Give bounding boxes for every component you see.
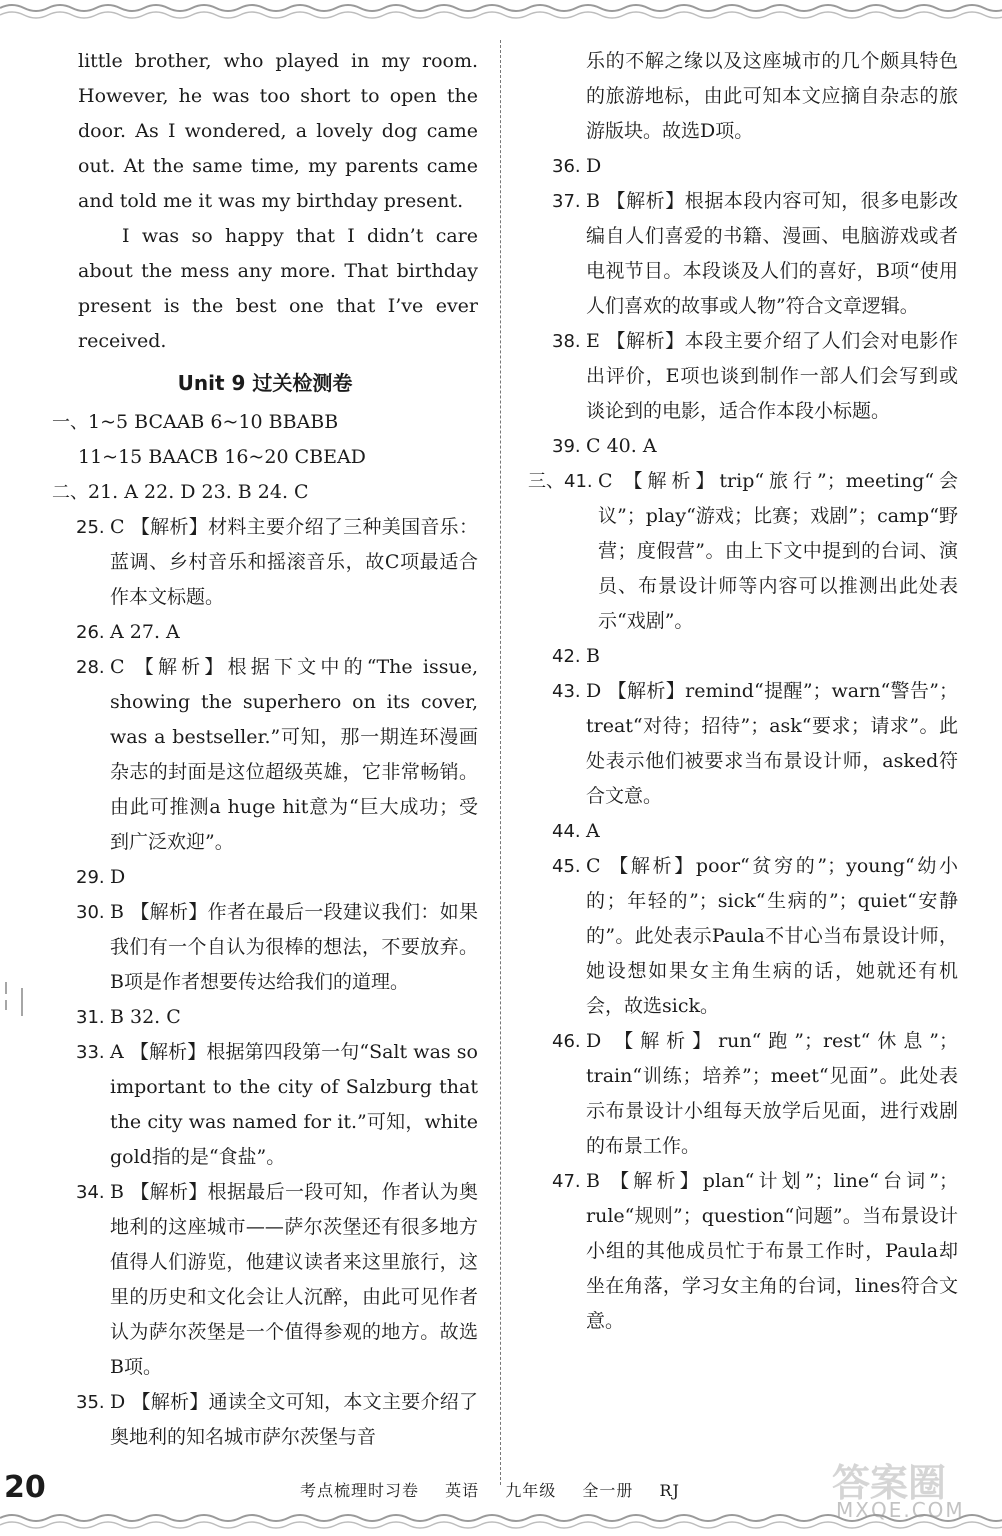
item-number xyxy=(528,464,593,499)
item-number: 42. xyxy=(552,646,581,667)
answer-item xyxy=(52,1000,478,1035)
footer-info xyxy=(300,1478,700,1501)
section-1-answers-b: 11~15 BAACB 16~20 CBEAD xyxy=(78,446,366,468)
item-text: D 【解析】通读全文可知，本文主要介绍了奥地利的知名城市萨尔茨堡与音 xyxy=(110,1391,478,1448)
item-text: B xyxy=(586,645,600,667)
item-number: 30. xyxy=(76,902,105,923)
section-1-lead: 一、 xyxy=(52,412,88,433)
item-number: 35. xyxy=(76,1392,105,1413)
story-paragraph-1: little brother, who played in my room. However, he was too short to open the door. As I wondered, a lovely dog came out. At the same time, my parents came and told me it was my birthday present. xyxy=(78,50,478,212)
answer-item xyxy=(52,895,478,1000)
item-number: 28. xyxy=(76,657,105,678)
item-number: 33. xyxy=(76,1042,105,1063)
footer-subject: 英语 xyxy=(445,1481,480,1500)
section-1-line-1 xyxy=(52,405,478,440)
section-2-answers-a: 21. A 22. D 23. B 24. C xyxy=(88,481,309,503)
item-number: 47. xyxy=(552,1171,581,1192)
page-number: 20 xyxy=(4,1470,46,1505)
item-number: 43. xyxy=(552,681,581,702)
item-number: 45. xyxy=(552,856,581,877)
section-2-line-1 xyxy=(52,475,478,510)
section-3-lead: 三、 xyxy=(528,471,564,492)
item-text: C 【解析】根据下文中的“The issue, showing the superhero on its cover, was a bestseller.”可知，那一期连环漫画杂志的封面是这位超级英雄，它非常畅销。由此可推测a huge hit意为“巨大成功；受到广泛欢迎”。 xyxy=(110,656,478,853)
section-2-lead: 二、 xyxy=(52,482,88,503)
answer-item xyxy=(528,639,958,674)
section-3-answer-list xyxy=(528,464,958,1339)
answer-item xyxy=(528,464,958,639)
answer-item xyxy=(528,1024,958,1164)
item-number: 46. xyxy=(552,1031,581,1052)
continued-text xyxy=(528,44,958,149)
item-number-value: 41. xyxy=(564,471,593,492)
item-text: C 【解析】poor“贫穷的”；young“幼小的；年轻的”；sick“生病的”；quiet“安静的”。此处表示Paula不甘心当布景设计师，她设想如果女主角生病的话，她就还有机会，故选sick。 xyxy=(586,855,958,1017)
item-text: C 40. A xyxy=(586,435,657,457)
watermark-url-text: MXQE.COM xyxy=(836,1498,965,1522)
item-text: B 【解析】作者在最后一段建议我们：如果我们有一个自认为很棒的想法，不要放弃。B项是作者想要传达给我们的道理。 xyxy=(110,901,478,993)
item-text: E 【解析】本段主要介绍了人们会对电影作出评价，E项也谈到制作一部人们会写到或谈论到的电影，适合作本段小标题。 xyxy=(586,330,958,422)
item-number: 31. xyxy=(76,1007,105,1028)
answer-item xyxy=(528,429,958,464)
item-number: 34. xyxy=(76,1182,105,1203)
item-number: 26. xyxy=(76,622,105,643)
item-text: D xyxy=(586,155,602,177)
item-text: B 【解析】根据最后一段可知，作者认为奥地利的这座城市——萨尔茨堡还有很多地方值得人们游览，他建议读者来这里旅行，这里的历史和文化会让人沉醉，由此可见作者认为萨尔茨堡是一个值得参观的地方。故选B项。 xyxy=(110,1181,478,1378)
column-divider xyxy=(500,40,501,1485)
answer-item xyxy=(528,149,958,184)
answer-item xyxy=(52,650,478,860)
answer-item xyxy=(52,860,478,895)
item-text: C 【解析】trip“旅行”；meeting“会议”；play“游戏；比赛；戏剧”；camp“野营；度假营”。由上下文中提到的台词、演员、布景设计师等内容可以推测出此处表示“戏剧”。 xyxy=(598,470,958,632)
answer-item xyxy=(528,814,958,849)
item-number: 39. xyxy=(552,436,581,457)
left-answer-list xyxy=(52,510,478,1455)
answer-item xyxy=(52,1385,478,1455)
item-number: 25. xyxy=(76,517,105,538)
answer-item xyxy=(528,674,958,814)
top-wave-border xyxy=(0,0,1002,22)
item-text: B 32. C xyxy=(110,1006,181,1028)
item-number: 44. xyxy=(552,821,581,842)
answer-item xyxy=(52,1175,478,1385)
story-paragraph-2: I was so happy that I didn’t care about the mess any more. That birthday present is the best one that I’ve ever received. xyxy=(78,225,478,352)
item-number: 36. xyxy=(552,156,581,177)
answer-item xyxy=(52,1035,478,1175)
item-number: 29. xyxy=(76,867,105,888)
answer-item xyxy=(528,849,958,1024)
unit-title: Unit 9 过关检测卷 xyxy=(177,371,353,395)
watermark-big-text: 答案圈 xyxy=(832,1461,947,1505)
item-text: D 【解析】run“跑”；rest“休息”；train“训练；培养”；meet“见面”。此处表示布景设计小组每天放学后见面，进行戏剧的布景工作。 xyxy=(586,1030,958,1157)
right-answer-list xyxy=(528,149,958,464)
bottom-wave-border xyxy=(0,1510,1002,1532)
item-text: A 27. A xyxy=(110,621,180,643)
answer-item xyxy=(528,184,958,324)
binding-mark xyxy=(0,980,30,1020)
item-text: A xyxy=(586,820,600,842)
answer-item xyxy=(52,510,478,615)
answer-item xyxy=(52,615,478,650)
left-column xyxy=(52,44,478,1455)
continued-text-body: 乐的不解之缘以及这座城市的几个颇具特色的旅游地标，由此可知本文应摘自杂志的旅游版块。故选D项。 xyxy=(586,50,958,142)
item-text: B 【解析】根据本段内容可知，很多电影改编自人们喜爱的书籍、漫画、电脑游戏或者电视节目。本段谈及人们的喜好，B项“使用人们喜欢的故事或人物”符合文章逻辑。 xyxy=(586,190,958,317)
answer-item xyxy=(528,1164,958,1339)
item-text: C 【解析】材料主要介绍了三种美国音乐：蓝调、乡村音乐和摇滚音乐，故C项最适合作本文标题。 xyxy=(110,516,478,608)
footer-grade: 九年级 xyxy=(505,1481,557,1500)
right-column xyxy=(528,44,958,1339)
item-text: D xyxy=(110,866,126,888)
item-number: 37. xyxy=(552,191,581,212)
item-text: A 【解析】根据第四段第一句“Salt was so important to the city of Salzburg that the city was named for it.”可知，white gold指的是“食盐”。 xyxy=(110,1041,478,1168)
footer-volume: 全一册 xyxy=(582,1481,634,1500)
footer-edition: RJ xyxy=(659,1481,680,1500)
item-number: 38. xyxy=(552,331,581,352)
item-text: D 【解析】remind“提醒”；warn“警告”；treat“对待；招待”；ask“要求；请求”。此处表示他们被要求当布景设计师，asked符合文意。 xyxy=(586,680,958,807)
footer-book-title: 考点梳理时习卷 xyxy=(300,1481,420,1500)
section-1-answers-a: 1~5 BCAAB 6~10 BBABB xyxy=(88,411,339,433)
item-text: B 【解析】plan“计划”；line“台词”；rule“规则”；question“问题”。当布景设计小组的其他成员忙于布景工作时，Paula却坐在角落，学习女主角的台词，lines符合文意。 xyxy=(586,1170,958,1332)
answer-item xyxy=(528,324,958,429)
